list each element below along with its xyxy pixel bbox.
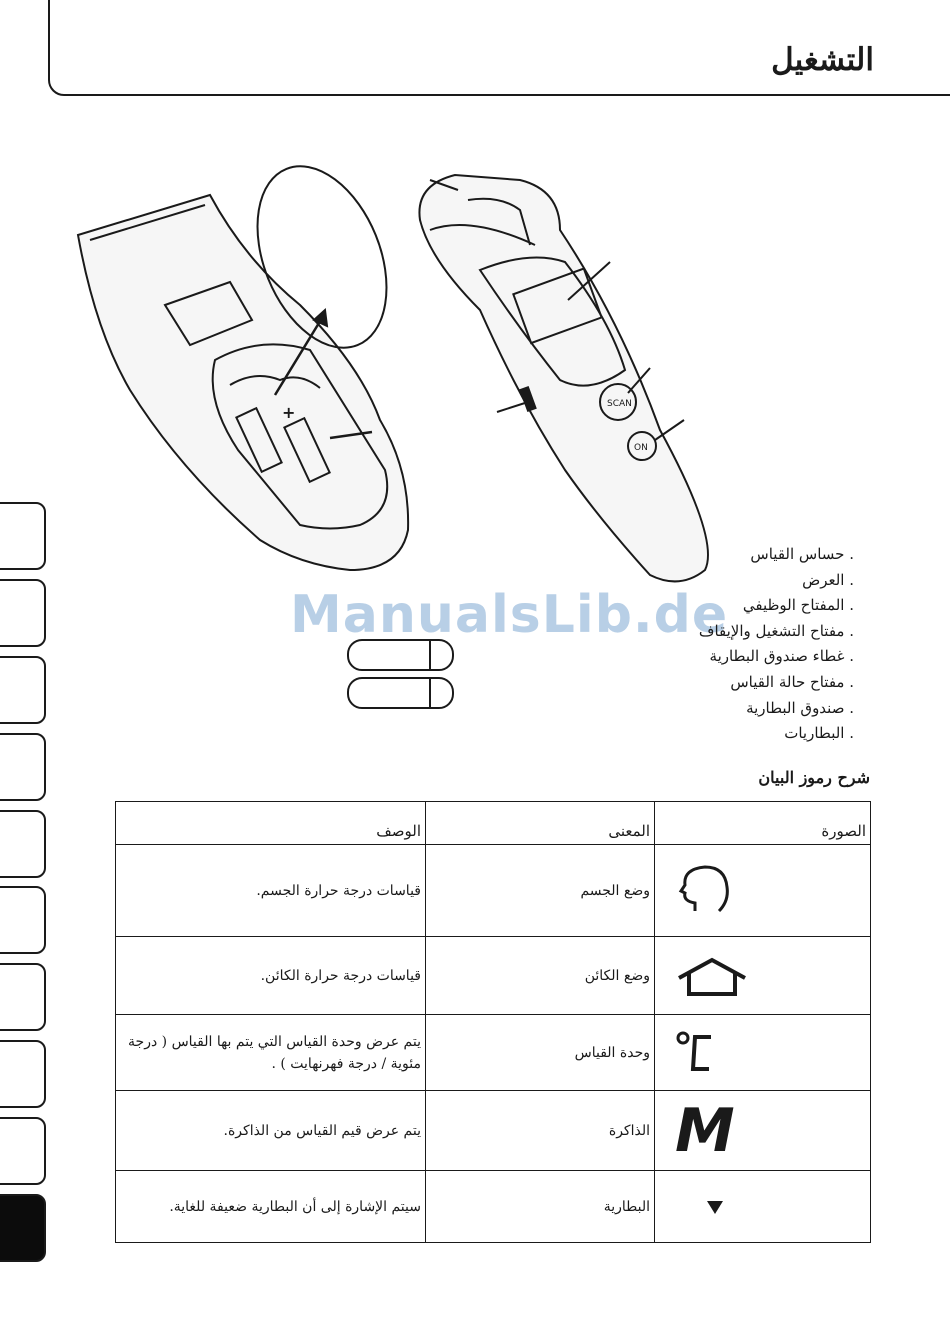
side-tab-4[interactable]: [0, 733, 46, 801]
parts-list-item: . صندوق البطارية: [746, 698, 854, 717]
parts-list: [699, 542, 854, 747]
watermark: ManualsLib.de: [290, 585, 729, 645]
thermometer-back-view: [78, 195, 408, 570]
column-header-image: الصورة: [655, 802, 871, 845]
meaning-cell: وضع الجسم: [426, 845, 655, 937]
parts-list-item: . المفتاح الوظيفي: [742, 596, 854, 615]
house-icon: [675, 954, 749, 998]
head-icon: [675, 861, 735, 921]
scan-button-label: SCAN: [607, 399, 632, 409]
side-tab-5[interactable]: [0, 810, 46, 878]
parts-list-item: . مفتاح حالة القياس: [730, 672, 854, 691]
celsius-icon: [675, 1029, 719, 1077]
table-row: [116, 1015, 871, 1091]
parts-list-item: . مفتاح التشغيل والإيقاف: [698, 621, 854, 640]
side-tab-6[interactable]: [0, 886, 46, 954]
side-tab-active[interactable]: [0, 1194, 46, 1262]
legend-table: [115, 801, 871, 1243]
table-header-row: [116, 802, 871, 845]
description-cell: سيتم الإشارة إلى أن البطارية ضعيفة للغاية.: [116, 1171, 426, 1243]
icon-cell: [655, 1015, 871, 1091]
legend-heading: شرح رموز البيان: [758, 768, 870, 787]
parts-list-item: . البطاريات: [784, 724, 854, 743]
column-header-meaning: المعنى: [426, 802, 655, 845]
table-row: [116, 845, 871, 937]
side-tab-7[interactable]: [0, 963, 46, 1031]
batteries: [348, 640, 453, 708]
column-header-description: الوصف: [116, 802, 426, 845]
page-title: التشغيل: [771, 42, 874, 78]
description-cell: يتم عرض قيم القياس من الذاكرة.: [116, 1091, 426, 1171]
table-row: [116, 937, 871, 1015]
meaning-cell: وضع الكائن: [426, 937, 655, 1015]
table-row: [116, 1091, 871, 1171]
description-cell: يتم عرض وحدة القياس التي يتم بها القياس ( درجة مئوية / درجة فهرنهايت ) .: [116, 1015, 426, 1091]
side-tab-9[interactable]: [0, 1117, 46, 1185]
icon-cell: [655, 1171, 871, 1243]
memory-icon: M: [675, 1095, 733, 1166]
parts-list-item: . غطاء صندوق البطارية: [709, 647, 854, 666]
thermometer-front-view: [419, 175, 708, 581]
description-cell: قياسات درجة حرارة الجسم.: [116, 845, 426, 937]
parts-list-item: . حساس القياس: [750, 545, 854, 563]
polarity-plus: +: [282, 403, 296, 422]
meaning-cell: الذاكرة: [426, 1091, 655, 1171]
table-row: [116, 1171, 871, 1243]
icon-cell: [655, 937, 871, 1015]
meaning-cell: البطارية: [426, 1171, 655, 1243]
parts-list-item: . العرض: [802, 570, 854, 589]
on-button-label: ON: [634, 443, 648, 453]
battery-low-icon: [705, 1198, 725, 1216]
icon-cell: [655, 845, 871, 937]
side-tab-8[interactable]: [0, 1040, 46, 1108]
meaning-cell: وحدة القياس: [426, 1015, 655, 1091]
description-cell: قياسات درجة حرارة الكائن.: [116, 937, 426, 1015]
icon-cell: [655, 1091, 871, 1171]
